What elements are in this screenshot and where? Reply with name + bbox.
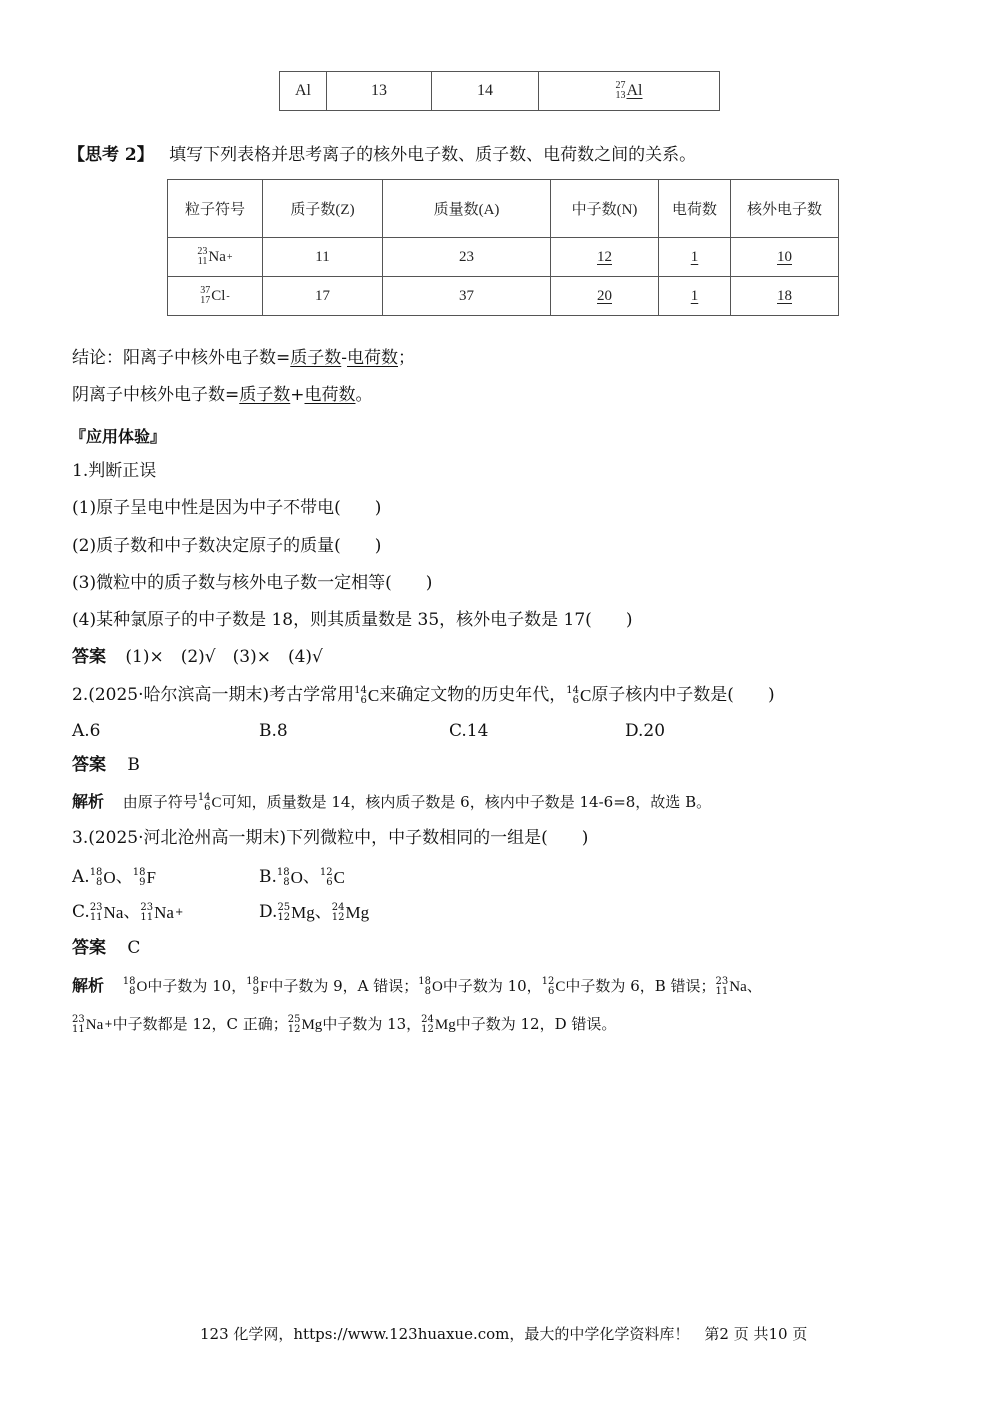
table-row (280, 72, 720, 111)
table-cell: 1 (659, 238, 731, 277)
header-cell: 粒子符号 (168, 180, 263, 238)
q3-option-b: B. 18 8 O 、 12 6 C (259, 866, 345, 888)
table-cell (168, 277, 263, 316)
q2-explanation: 解析 由原子符号 14 6 C 可知，质量数是 14，核内质子数是 6，核内中子数是 14-6=8，故选 B。 (72, 792, 712, 813)
table-cell: 11 (263, 238, 383, 277)
q3-option-a: A. 18 8 O 、 18 9 F (72, 866, 156, 888)
think2-line (68, 144, 696, 166)
table-cell: 1 (659, 277, 731, 316)
table-row (168, 238, 839, 277)
q2-option-b: B.8 (259, 721, 288, 741)
conclusion-line-1: 结论：阳离子中核外电子数=质子数-电荷数； (72, 348, 415, 368)
think2-text: 填写下列表格并思考离子的核外电子数、质子数、电荷数之间的关系。 (169, 145, 697, 165)
header-cell: 质量数(A) (383, 180, 551, 238)
isotope-symbol: 27 13 Al (615, 80, 643, 101)
q2-option-d: D.20 (625, 721, 666, 741)
table-header-row (168, 180, 839, 238)
q2-option-a: A.6 (72, 721, 101, 741)
table-cell: 37 (383, 277, 551, 316)
ion-symbol: 23 11 Na + (197, 246, 233, 267)
q3-answer-line: 答案 C (72, 938, 141, 958)
q3-option-d: D. 25 12 Mg 、 24 12 Mg (259, 901, 370, 923)
section-title: 『应用体验』 (70, 427, 167, 446)
table-cell: 10 (731, 238, 839, 277)
header-cell: 电荷数 (659, 180, 731, 238)
answer-label: 答案 (72, 647, 106, 667)
table-cell: 13 (327, 72, 432, 111)
q1-answer-line (72, 646, 323, 668)
table-cell: 20 (551, 277, 659, 316)
table-cell: 12 (551, 238, 659, 277)
q2-option-c: C.14 (449, 721, 489, 741)
table-cell (168, 238, 263, 277)
q1-item: (4)某种氯原子的中子数是 18，则其质量数是 35，核外电子数是 17( ) (72, 610, 633, 630)
table-cell: Al (280, 72, 327, 111)
table-cell: 14 (432, 72, 539, 111)
isotope-c14: 14 6 C (566, 684, 592, 706)
answer-text: (1)× (2)√ (3)× (4)√ (125, 647, 323, 667)
question-2: 2.(2025·哈尔滨高一期末)考古学常用 14 6 C 来确定文物的历史年代， 14 6 C 原子核内中子数是( ) (72, 684, 775, 706)
question-3: 3.(2025·河北沧州高一期末)下列微粒中，中子数相同的一组是( ) (72, 828, 589, 848)
conclusion-line-2: 阴离子中核外电子数=质子数+电荷数。 (72, 385, 373, 405)
table-cell: 17 (263, 277, 383, 316)
q3-explanation-line-2: 23 11 Na + 中子数都是 12，C 正确； 25 12 Mg 中子数为 13， 24 12 Mg 中子数为 12，D 错误。 (72, 1014, 617, 1035)
table-cell: 23 (383, 238, 551, 277)
table-row (168, 277, 839, 316)
header-cell: 质子数(Z) (263, 180, 383, 238)
ion-table (167, 179, 839, 316)
isotope-c14: 14 6 C (197, 792, 222, 813)
q1-item: (2)质子数和中子数决定原子的质量( ) (72, 536, 382, 556)
think2-label: 【思考 2】 (68, 145, 154, 165)
q3-option-c: C. 23 11 Na 、 23 11 Na + (72, 901, 184, 923)
table-cell (539, 72, 720, 111)
q2-answer-line: 答案 B (72, 755, 140, 775)
q1-item: (3)微粒中的质子数与核外电子数一定相等( ) (72, 573, 433, 593)
header-cell: 中子数(N) (551, 180, 659, 238)
page-footer: 123 化学网，https://www.123huaxue.com，最大的中学化学资料库！ 第2 页 共10 页 (200, 1325, 808, 1343)
ion-symbol: 37 17 Cl - (200, 285, 230, 306)
q1-item: (1)原子呈电中性是因为中子不带电( ) (72, 498, 382, 518)
top-table (279, 71, 720, 111)
header-cell: 核外电子数 (731, 180, 839, 238)
question-1: 1.判断正误 (72, 461, 157, 481)
isotope-c14: 14 6 C (354, 684, 380, 706)
table-cell: 18 (731, 277, 839, 316)
q3-explanation-line-1: 解析 18 8 O 中子数为 10， 18 9 F 中子数为 9，A 错误； 18 8 O 中子数为 10， 12 6 C 中子数为 6，B 错误； 23 11 Na 、 (72, 976, 762, 997)
